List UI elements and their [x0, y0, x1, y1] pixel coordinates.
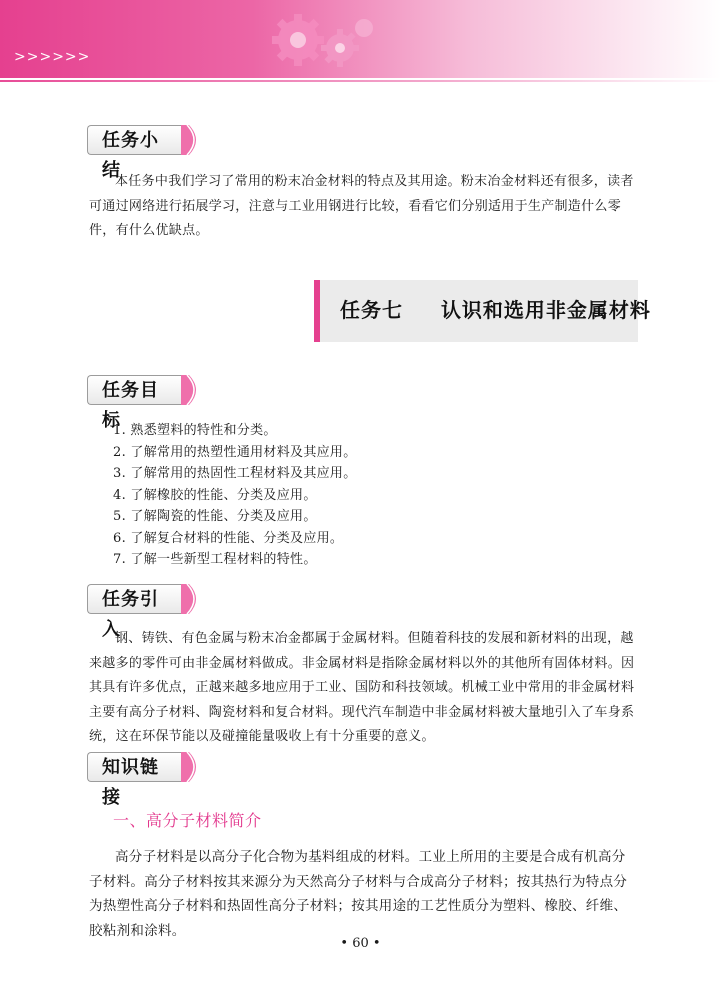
section-tag-label: 任务小结 [87, 125, 181, 155]
task-title [340, 294, 651, 323]
section-tag-label: 任务引入 [87, 584, 181, 614]
summary-paragraph: 本任务中我们学习了常用的粉末冶金材料的特点及其用途。粉末冶金材料还有很多，读者可通过网络进行拓展学习，注意与工业用钢进行比较，看看它们分别适用于生产制造什么零件，有什么优缺点。 [89, 174, 634, 238]
list-item: 1. 熟悉塑料的特性和分类。 [113, 423, 277, 438]
section-tag-label: 任务目标 [87, 375, 181, 405]
chevron-decoration: >>>>>> [14, 49, 91, 65]
section-heading: 一、高分子材料简介 [113, 811, 262, 830]
page-number: • 60 • [340, 936, 381, 951]
goals-list [113, 420, 357, 571]
task-name: 认识和选用非金属材料 [440, 298, 651, 322]
tag-arrow-icon [181, 584, 205, 614]
task-title-accent-bar [314, 280, 320, 342]
list-item: 3. 了解常用的热固性工程材料及其应用。 [113, 466, 357, 481]
tag-arrow-icon [181, 752, 205, 782]
knowledge-paragraph: 高分子材料是以高分子化合物为基料组成的材料。工业上所用的主要是合成有机高分子材料。高分子材料按其来源分为天然高分子材料与合成高分子材料；按其热行为特点分为热塑性高分子材料和热固性高分子材料；按其用途的工艺性质分为塑料、橡胶、纤维、胶粘剂和涂料。 [89, 849, 628, 939]
list-item: 6. 了解复合材料的性能、分类及应用。 [113, 530, 344, 546]
list-item: 7. 了解一些新型工程材料的特性。 [113, 552, 317, 567]
tag-arrow-icon [181, 125, 205, 155]
section-tag-label: 知识链接 [87, 752, 181, 782]
list-item: 2. 了解常用的热塑性通用材料及其应用。 [113, 444, 357, 460]
tag-arrow-icon [181, 375, 205, 405]
list-item: 5. 了解陶瓷的性能、分类及应用。 [113, 509, 317, 524]
gear-icon [268, 8, 378, 72]
task-number: 任务七 [340, 298, 403, 322]
intro-paragraph: 钢、铸铁、有色金属与粉末冶金都属于金属材料。但随着科技的发展和新材料的出现，越来越多的零件可由非金属材料做成。非金属材料是指除金属材料以外的其他所有固体材料。因其具有许多优点，正越来越多地应用于工业、国防和科技领域。机械工业中常用的非金属材料主要有高分子材料、陶瓷材料和复合材料。现代汽车制造中非金属材料被大量地引入了车身系统，这在环保节能以及碰撞能量吸收上有十分重要的意义。 [89, 631, 635, 744]
list-item: 4. 了解橡胶的性能、分类及应用。 [113, 487, 317, 503]
header-divider [0, 80, 721, 82]
